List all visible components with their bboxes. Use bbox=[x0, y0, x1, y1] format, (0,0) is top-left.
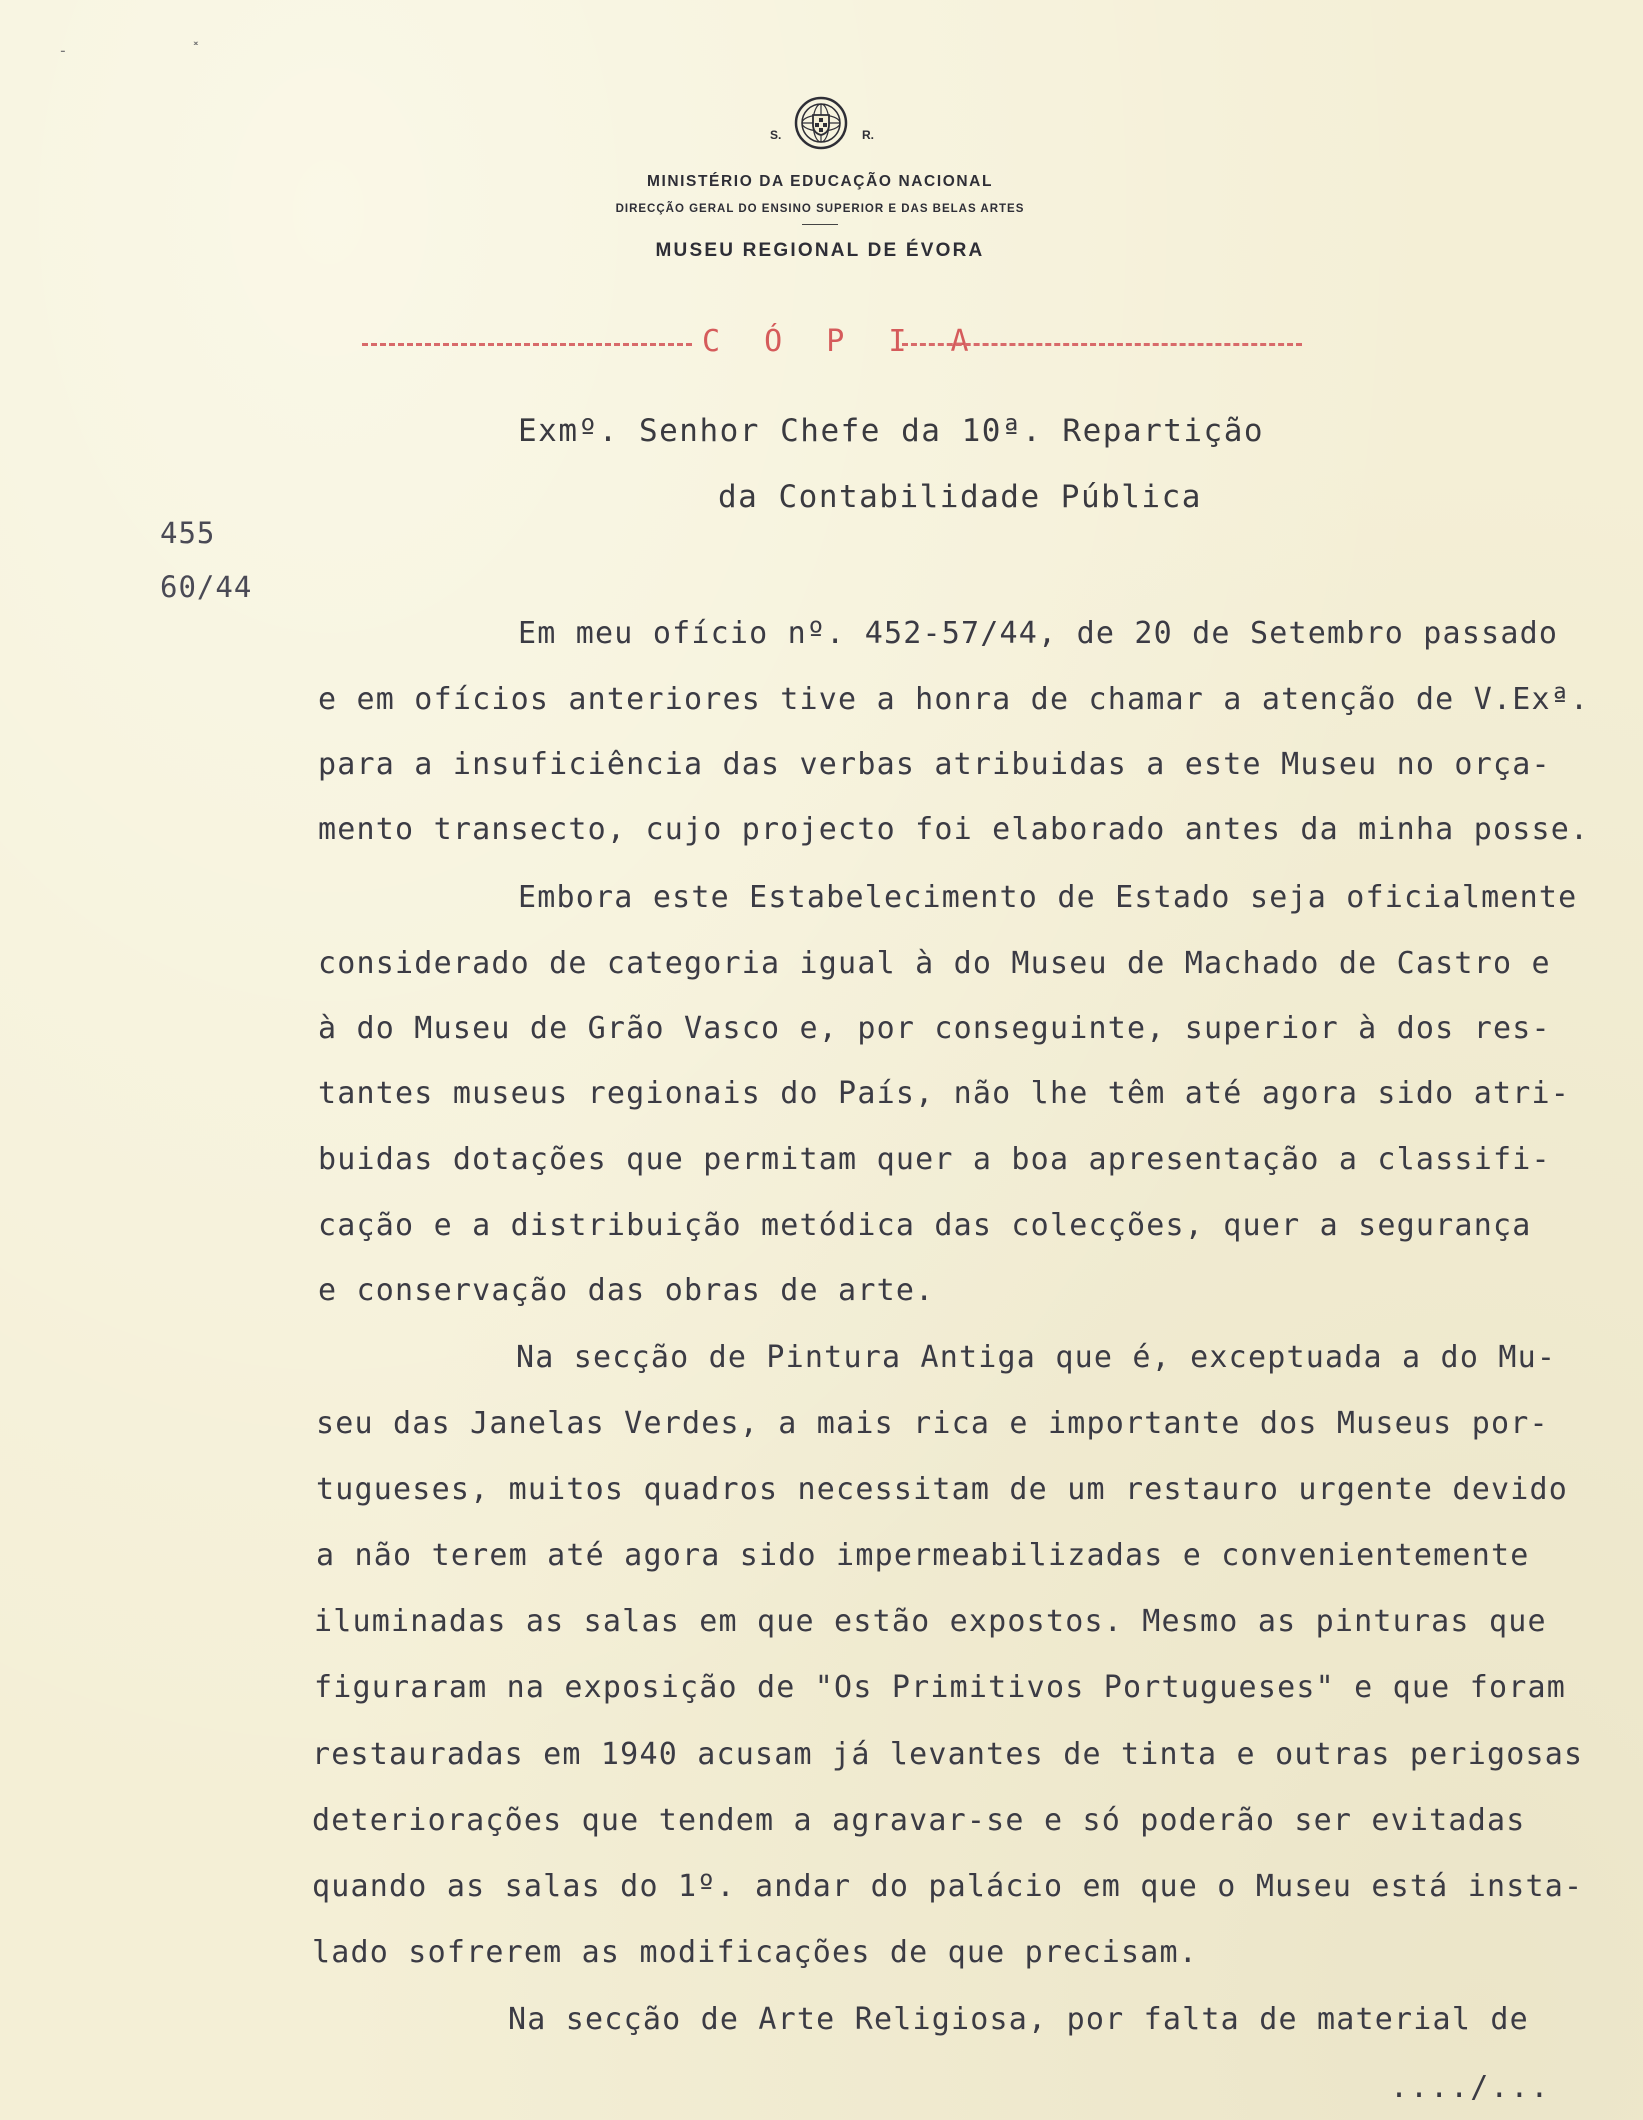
body-line: iluminadas as salas em que estão expostos. Mesmo as pinturas que bbox=[314, 1604, 1547, 1639]
body-line: à do Museu de Grão Vasco e, por conseguinte, superior à dos res- bbox=[318, 1011, 1551, 1046]
body-line: Embora este Estabelecimento de Estado seja oficialmente bbox=[518, 880, 1578, 915]
body-line: buidas dotações que permitam quer a boa apresentação a classifi- bbox=[318, 1142, 1551, 1177]
body-line: cação e a distribuição metódica das colecções, quer a segurança bbox=[318, 1208, 1532, 1243]
body-line: Na secção de Pintura Antiga que é, exceptuada a do Mu- bbox=[516, 1340, 1557, 1375]
copy-marker bbox=[362, 322, 1302, 362]
letterhead bbox=[560, 95, 1080, 262]
addressee-line-1: Exmº. Senhor Chefe da 10ª. Repartição bbox=[518, 413, 1265, 449]
body-line: para a insuficiência das verbas atribuidas a este Museu no orça- bbox=[318, 747, 1551, 782]
body-line: seu das Janelas Verdes, a mais rica e importante dos Museus por- bbox=[316, 1406, 1549, 1441]
body-line: figuraram na exposição de "Os Primitivos Portugueses" e que foram bbox=[314, 1670, 1566, 1705]
copy-word: C Ó P I A bbox=[702, 324, 982, 359]
body-line: considerado de categoria igual à do Museu de Machado de Castro e bbox=[318, 946, 1551, 981]
addressee-line-2: da Contabilidade Pública bbox=[718, 479, 1202, 515]
body-line: e conservação das obras de arte. bbox=[318, 1273, 935, 1308]
reference-number: 455 bbox=[160, 516, 216, 550]
museum-name: MUSEU REGIONAL DE ÉVORA bbox=[655, 240, 985, 261]
body-line: a não terem até agora sido impermeabilizadas e convenientemente bbox=[316, 1538, 1530, 1573]
reference-code: 60/44 bbox=[160, 570, 253, 604]
body-line: tugueses, muitos quadros necessitam de um restauro urgente devido bbox=[316, 1472, 1568, 1507]
seal-left-mark: S. bbox=[770, 128, 782, 142]
seal-row bbox=[560, 95, 1080, 165]
body-line: Na secção de Arte Religiosa, por falta de material de bbox=[508, 2002, 1529, 2037]
copy-dash-left bbox=[362, 343, 692, 346]
body-line: deteriorações que tendem a agravar-se e só poderão ser evitadas bbox=[312, 1803, 1526, 1838]
letterhead-divider bbox=[802, 224, 838, 225]
direction-name: DIRECÇÃO GERAL DO ENSINO SUPERIOR E DAS BELAS ARTES bbox=[615, 203, 1025, 215]
body-line: quando as salas do 1º. andar do palácio em que o Museu está insta- bbox=[312, 1869, 1584, 1904]
body-line: tantes museus regionais do País, não lhe têm até agora sido atri- bbox=[318, 1076, 1570, 1111]
coat-of-arms-icon bbox=[793, 95, 849, 151]
body-line: mento transecto, cujo projecto foi elaborado antes da minha posse. bbox=[318, 812, 1590, 847]
body-line: restauradas em 1940 acusam já levantes de tinta e outras perigosas bbox=[312, 1737, 1584, 1772]
copy-dash-right bbox=[902, 343, 1302, 346]
continuation-mark: ..../... bbox=[1390, 2070, 1551, 2105]
seal-right-mark: R. bbox=[862, 128, 874, 142]
paper-specks-decoration: ˗ ˟ bbox=[60, 40, 261, 61]
ministry-name: MINISTÉRIO DA EDUCAÇÃO NACIONAL bbox=[646, 173, 994, 190]
body-line: Em meu ofício nº. 452-57/44, de 20 de Setembro passado bbox=[518, 616, 1559, 651]
body-line: e em ofícios anteriores tive a honra de chamar a atenção de V.Exª. bbox=[318, 682, 1590, 717]
body-line: lado sofrerem as modificações de que precisam. bbox=[312, 1935, 1199, 1970]
